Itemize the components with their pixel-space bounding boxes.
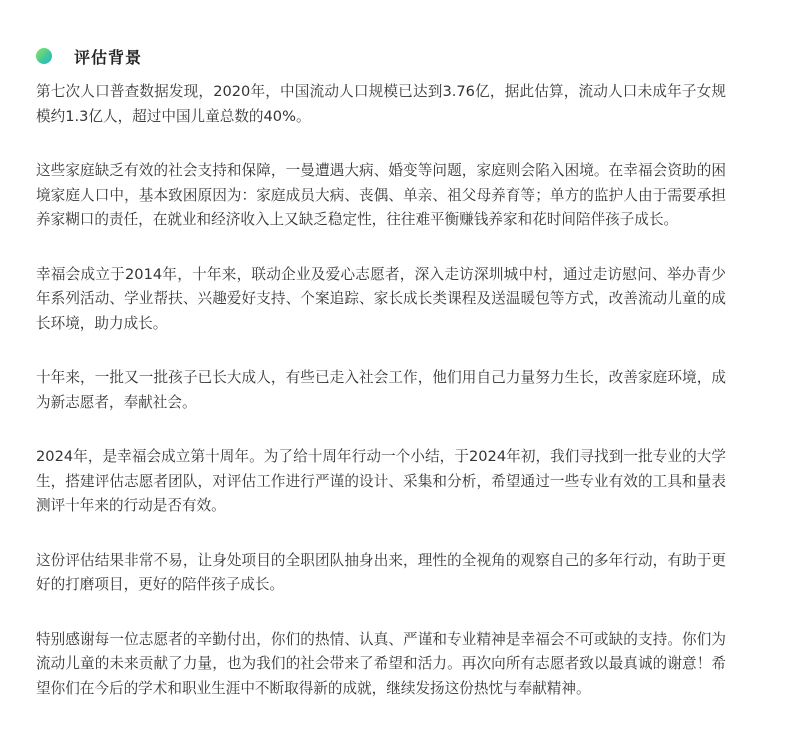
section-title: 评估背景 (74, 47, 143, 67)
paragraph-family-hardship: 这些家庭缺乏有效的社会支持和保障，一曼遭遇大病、婚变等问题，家庭则会陷入困境。在幸福会资助的困境家庭人口中，基本致困原因为：家庭成员大病、丧偶、单亲、祖父母养育等；单方的监护人由于需要承担养家糊口的责任，在就业和经济收入上又缺乏稳定性，往往难平衡赚钱养家和花时间陪伴孩子成长。 (36, 162, 726, 228)
bullet-dot-icon (36, 48, 52, 64)
paragraph-evaluation-2024: 2024年，是幸福会成立第十周年。为了给十周年行动一个小结，于2024年初，我们寻找到一批专业的大学生，搭建评估志愿者团队，对评估工作进行严谨的设计、采集和分析，希望通过一些专业有效的工具和量表测评十年来的行动是否有效。 (36, 448, 726, 514)
section-header (36, 44, 142, 68)
paragraph-thanks: 特别感谢每一位志愿者的辛勤付出，你们的热情、认真、严谨和专业精神是幸福会不可或缺的支持。你们为流动儿童的未来贡献了力量，也为我们的社会带来了希望和活力。再次向所有志愿者致以最真诚的谢意！希望你们在今后的学术和职业生涯中不断取得新的成就，继续发扬这份热忱与奉献精神。 (36, 630, 726, 697)
paragraph-organization-history: 幸福会成立于2014年，十年来，联动企业及爱心志愿者，深入走访深圳城中村，通过走访慰问、举办青少年系列活动、学业帮扶、兴趣爱好支持、个案追踪、家长成长类课程及送温暖包等方式，改善流动儿童的成长环境，助力成长。 (36, 265, 726, 332)
paragraph-evaluation-value: 这份评估结果非常不易，让身处项目的全职团队抽身出来，理性的全视角的观察自己的多年行动，有助于更好的打磨项目，更好的陪伴孩子成长。 (36, 551, 726, 593)
article-body (36, 80, 726, 731)
paragraph-census: 第七次人口普查数据发现，2020年，中国流动人口规模已达到3.76亿，据此估算，流动人口未成年子女规模约1.3亿人，超过中国儿童总数的40%。 (36, 83, 726, 125)
paragraph-ten-years: 十年来，一批又一批孩子已长大成人，有些已走入社会工作，他们用自己力量努力生长，改善家庭环境，成为新志愿者，奉献社会。 (36, 369, 726, 411)
